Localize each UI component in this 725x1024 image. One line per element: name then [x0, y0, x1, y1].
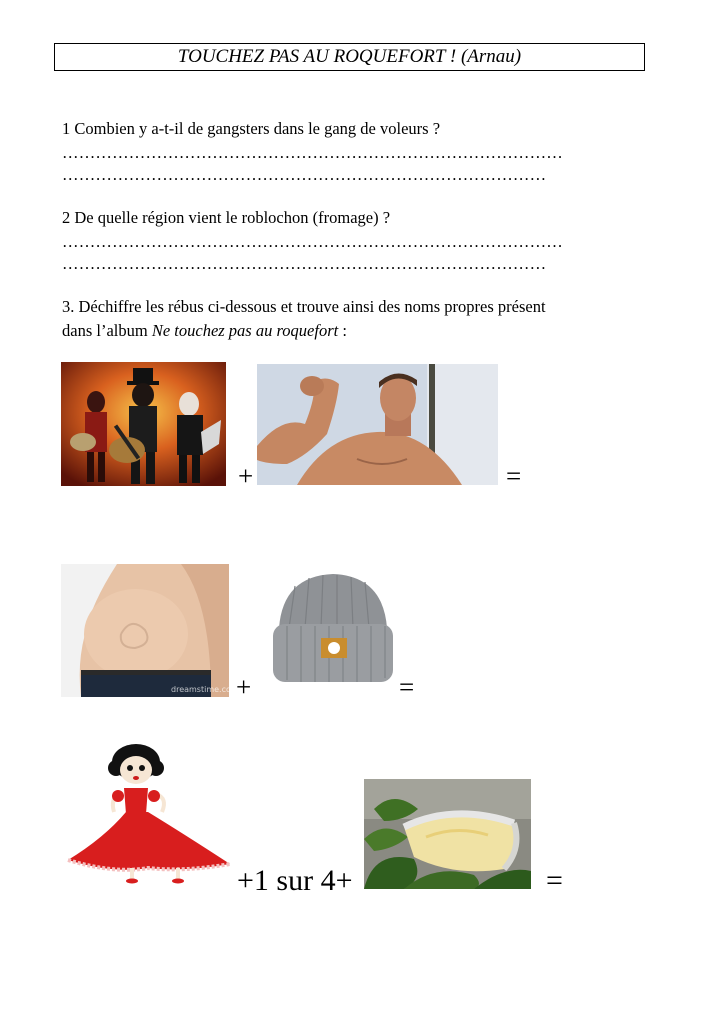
- rebus-3-equals: =: [546, 864, 563, 897]
- question-3-suffix: :: [338, 321, 347, 340]
- question-3-line-2: [62, 320, 347, 342]
- question-3-line-1: 3. Déchiffre les rébus ci-dessous et trouve ainsi des noms propres présent: [62, 297, 546, 316]
- watermark-text: dreamstime.com: [171, 685, 239, 694]
- rebus-1-plus: +: [238, 461, 254, 491]
- answer-line-1b: ……………………………………………………………………………: [62, 165, 547, 184]
- rebus-2-plus: +: [236, 672, 252, 702]
- rebus-3-middle: +1 sur 4+: [237, 864, 353, 897]
- rock-band-image: [61, 362, 226, 486]
- cheese-image: [364, 779, 531, 889]
- question-3-prefix: dans l’album: [62, 321, 152, 340]
- rebus-1-equals: =: [506, 461, 522, 491]
- question-1: 1 Combien y a-t-il de gangsters dans le gang de voleurs ?: [62, 119, 441, 138]
- page-title: TOUCHEZ PAS AU ROQUEFORT ! (Arnau): [54, 43, 645, 71]
- answer-line-2b: ……………………………………………………………………………: [62, 254, 547, 273]
- answer-line-2a: ………………………………………………………………………………: [62, 232, 563, 251]
- question-2: 2 De quelle région vient le roblochon (fromage) ?: [62, 208, 391, 227]
- beanie-image: [265, 566, 401, 690]
- album-title: Ne touchez pas au roquefort: [151, 321, 339, 340]
- answer-line-1a: ………………………………………………………………………………: [62, 143, 563, 162]
- belly-image: [61, 564, 239, 697]
- betty-boop-image: [64, 742, 234, 884]
- rebus-2-equals: =: [399, 672, 415, 702]
- muscle-man-image: [257, 364, 498, 485]
